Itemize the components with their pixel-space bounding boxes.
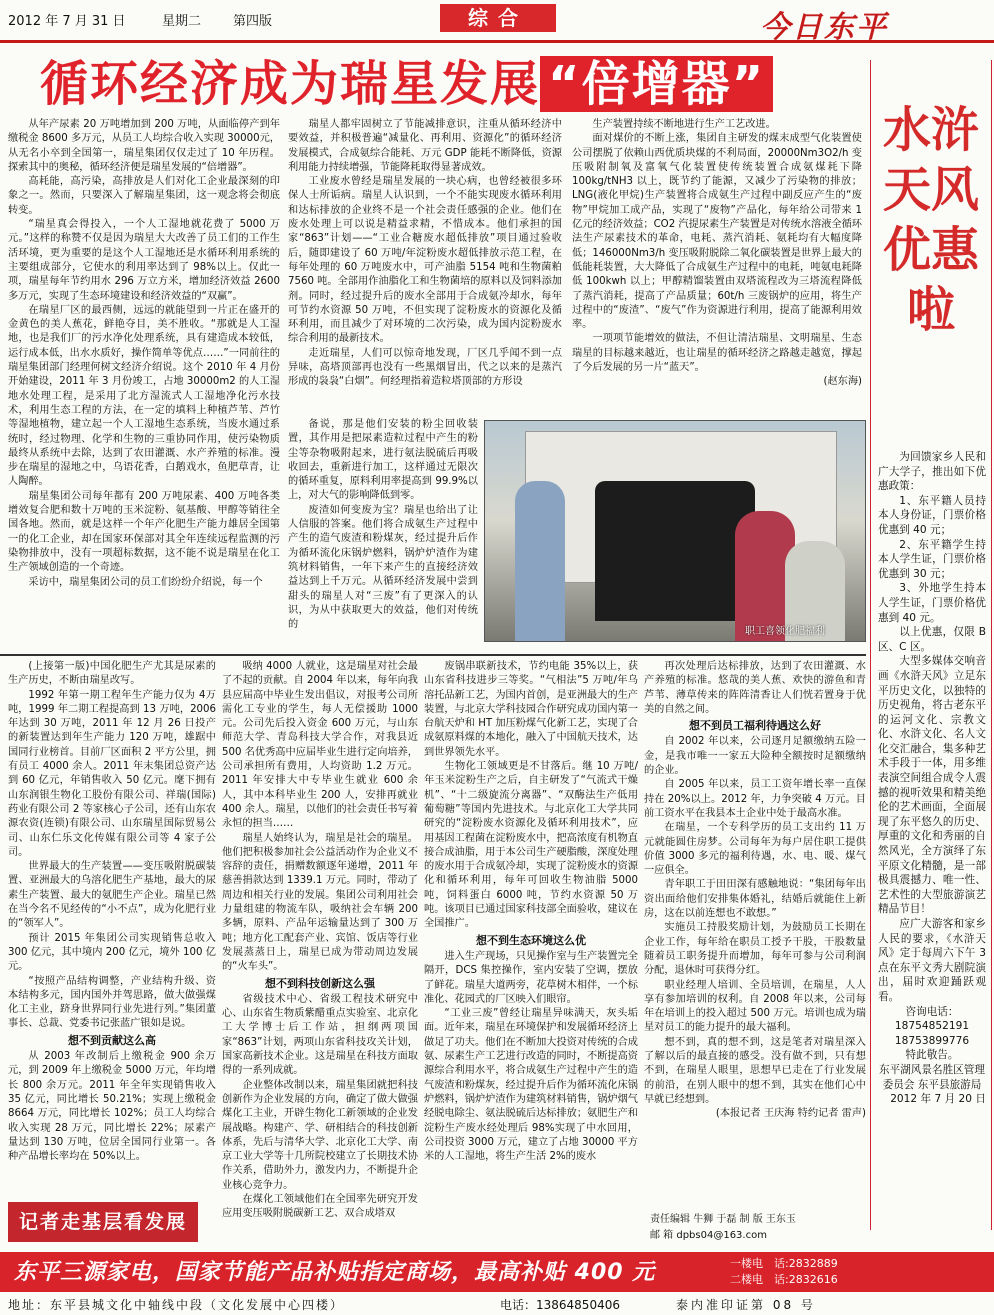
section-label: 综合	[440, 4, 556, 32]
sidebar-notice: 特此敬告。	[905, 1049, 959, 1062]
article-column-a	[8, 118, 280, 658]
paragraph: 生物化工领域更是不甘落后。继 10 万吨/年玉米淀粉生产之后，自主研发了“气流式干燥机”、“十二级旋流分离器”、“双酶法生产低用葡萄糖”等国内先进技术。与北京化工大学共同研究的“淀粉废水资源化及循环利用技术”，应用基因工程菌在淀粉废水中，把高浓度有机物直接合成油脂，用于本公司生产硬脂酸，深度处理的废水用于合成氨冷却，实现了淀粉废水的资源化和循环利用，每年可回收生物油脂 5000 吨，饲料蛋白 6000 吨，节约水资源 50 万吨。该项目已通过国家科技部全面验收，建议在全国推广。	[424, 761, 638, 930]
worker-figure	[515, 481, 565, 641]
sidebar-body-text	[878, 450, 986, 1005]
paragraph: 再次处理后达标排放，达到了农田灌溉、水产养殖的标准。悠哉的美人蕉、欢快的游鱼和青芦苇、薄草传来的阵阵清香让人们恍若置身于优美的自然之间。	[644, 661, 866, 715]
continued-column-d-after	[8, 1050, 216, 1164]
subheading: 想不到员工福利待遇这么好	[689, 719, 821, 733]
paragraph: 在瑞星，一个专科学历的员工支出约 11 万元就能圆住房梦。公司每年为每户居住职工提供价值 3000 多元的福利待遇，水、电、暖、煤气一应俱全。	[644, 822, 866, 877]
continued-column-g-text	[644, 660, 866, 717]
sidebar-phone-label: 咨询电话：	[905, 1005, 959, 1018]
footer-address: 地址：东平县城文化中轴线中段（文化发展中心四楼）	[8, 1298, 345, 1312]
sidebar-body	[878, 450, 986, 1220]
paragraph: 瑞星人始终认为，瑞星是社会的瑞星。他们把积极参加社会公益活动作为企业义不容辞的责任，捐赠数额逐年递增，2011 年慈善捐款达到 1339.1 万元。同时，带动了周边和相关行业的发展。集团公司利用社会力量组建的物流车队，吸纳社会车辆 200 多辆，原料、产品年运输量达到了 300 万吨；地方化工配套产业、宾馆、饭店等行业发展蒸蒸日上，瑞星已成为带动周边发展的“火车头”。	[222, 832, 418, 973]
headline-main: 循环经济成为瑞星发展	[40, 56, 541, 112]
article-column-b	[288, 118, 562, 418]
editor-info	[646, 1212, 870, 1252]
paragraph: 自 2002 年以来，公司逐月足额缴纳五险一金，是我市唯一一家五大险种全额按时足额缴纳的企业。	[644, 736, 866, 777]
paragraph: 应广大游客和家乡人民的要求，《水浒天风》定于每周六下午 3 点在东平文秀大剧院演出，届时欢迎踊跃观看。	[878, 918, 986, 1003]
fertilizer-bags	[595, 481, 755, 621]
paragraph: 实施员工持股奖励计划，为鼓励员工长期在企业工作，每年给在职员工授予干股，干股数量随着员工职务提升而增加，每年可参与公司利润分配，退休时可获得分红。	[644, 922, 866, 977]
continued-column-e-text	[222, 660, 418, 975]
paragraph: 废锅串联新技术，节约电能 35%以上，获山东省科技进步三等奖。“气相法”5 万吨/年乌溶托品新工艺，为国内首创，是亚洲最大的生产装置，与北京大学科技园合作研究成功国内第一台航天炉和 HT 加压粉煤气化新工艺，实现了合成氨原料煤的本地化，融入了中国航天技术，达到世界领先水平。	[424, 661, 638, 758]
headline	[40, 52, 820, 116]
issue-date: 2012 年 7 月 31 日	[8, 14, 126, 29]
continued-column-d-text	[8, 660, 216, 1032]
paragraph: 工业废水曾经是瑞星发展的一块心病，也曾经被很多环保人士所诟病。瑞星人认识到，一个不能实现废水循环利用和达标排放的企业终不是一个社会责任感强的企业。他们在废水处理上可以说是精益求精，不惜成本。他们承担的国家“863”计划——“工业合糖废水超低排放”项目通过验收后，随即建设了 60 万吨/年淀粉废水超低排放示范工程，在每年处理的 60 万吨废水中，可产油脂 5154 吨和生物菌粕 7560 吨。全部用作油脂化工和生物菌培的原料以及饲料添加剂。同时，经过提升后的废水全部用于合成氨冷却水，每年可节约水资源 50 万吨，不但实现了淀粉废水的资源化及循环利用，而且减少了对环境的二次污染，成为国内淀粉废水综合利用的最新技术。	[288, 176, 562, 345]
paragraph: 面对煤价的不断上涨，集团自主研发的煤末成型气化装置使公司摆脱了依赖山西优质块煤的不利局面，20000Nm3O2/h 变压吸附制氧及富氧气化装置使传统装置合成氨煤耗下降 100kg/tNH3 以上，既节约了能源，又减少了污染物的排放；LNG(液化甲烷)生产装置将合成氨生产过程中副反应产生的“废物”甲烷加工成产品，实现了“废物”产品化，每年给公司带来 1 亿元的经济效益；CO2 汽提尿素生产装置是对传统水溶液全循环法生产尿素技术的革命，电耗、蒸汽消耗、氨耗均有大幅度降低；146000Nm3/h 变压吸附脱除二氧化碳装置是世界上最大的低能耗装置，大大降低了合成氨生产过程中的电耗，吨氨电耗降低 100kwh 以上；甲醇精馏装置由双塔流程改为三塔流程降低了蒸汽消耗，提高了产品质量；60t/h 三废锅炉的应用，将生产过程中的“废渣”、“废气”作为资源进行利用，提高了能源利用效率。	[572, 133, 862, 331]
continued-column-d	[8, 660, 216, 1200]
editor-email: 邮 箱 dpbs04@163.com	[650, 1230, 767, 1241]
paragraph: 瑞星人都牢固树立了节能减排意识，注重从循环经济中要效益，并积极普遍“减量化、再利用、资源化”的循环经济发展模式，合成氨综合能耗、万元 GDP 能耗不断降低，资源利用能力持续增强，节能降耗取得显著成效。	[288, 119, 562, 173]
paragraph: 1、东平籍人员持本人身份证，门票价格优惠到 40 元；	[878, 494, 986, 536]
sidebar-org: 东平湖风景名胜区管理委员会 东平县旅游局	[879, 1063, 985, 1091]
reporter-byline: (本报记者 王庆海 特约记者 雷声)	[715, 1108, 866, 1120]
paragraph: 大型多媒体交响音画《水浒天风》立足东平历史文化，以独特的历史视角，将古老东平的运河文化、宗教文化、水浒文化、名人文化交汇融合，集多种艺术手段于一体，用多维表演空间组合成令人震撼的视听效果和精美绝伦的艺术画面，全面展现了东平悠久的历史、厚重的文化和秀丽的自然风光，全方演绎了东平原文化精髓，是一部极具震撼力、唯一性、艺术性的大型旅游演艺精品节目！	[878, 655, 986, 916]
paragraph: 1992 年第一期工程年生产能力仅为 4万吨，1999 年二期工程提高到 13 万吨，2006 年达到 30 万吨，2011 年 12 月 26 日投产的新装置达到年生产能力 120 万吨，雄踞中国同行业榜首。目前厂区面积 2 平方公里，拥有员工 4000 余人。2011 年末集团总资产达到 60 亿元，年销售收入 50 亿元。麾下拥有山东润银生物化工股份有限公司、祥瑞(国际)药业有限公司 2 等家核心子公司，还有山东农源农资(连锁)有限公司、山东瑞星国际贸易公司、山东仁乐文化传媒有限公司等 4 家子公司。	[8, 689, 216, 858]
article-column-c	[572, 118, 862, 418]
article-byline: (赵东海)	[823, 376, 862, 388]
ad-phone: 二楼电 话:2832616	[730, 1273, 838, 1286]
issue-weekday: 星期二	[162, 14, 202, 29]
paragraph: 吸纳 4000 人就业，这是瑞星对社会最了不起的贡献。自 2004 年以来，每年向我县应届高中毕业生发出倡议，对报考公司所需化工专业的学生，每人无偿援助 1000 元。公司先后投入资金 600 万元，与山东师范大学、青岛科技大学合作，对我县近 500 名优秀高中应届毕业生进行定向培养，公司承担所有费用，人均资助 1.2 万元。2011 年安排大中专毕业生就业 600 余人，其中本科毕业生 200 人，安排再就业 400 余人。瑞星，以他们的社会责任书写着永恒的担当……	[222, 661, 418, 830]
article-column-b2	[288, 418, 478, 640]
paragraph: 在瑞星厂区的最西侧，远远的就能望到一片正在盛开的金黄色的美人蕉花，鲜艳夺目，美不胜收。“那就是人工湿地，也是我们厂的污水净化处理系统，具有建造成本较低，运行成本低，出水水质好，操作简单等优点……”一同前往的瑞星集团部门经理何树文经济介绍说。这个 2010 年 4 月份开始建设，2011 年 3 月份竣工，占地 30000m2 的人工湿地水处理工程，是采用了北方湿流式人工湿地净化污水技术，利用生态工程的方法，在一定的填料上种植芦苇、芦竹等湿地植物，建立起一个人工湿地生态系统，当废水通过系统时，经过物理、化学和生物的三重协同作用，使污染物质最终从系统中去除，达到了农田灌溉、水产养殖的标准。漫步在瑞星的湿地之中，乌语花香，白鹅戏水，鱼肥草青，让人陶醉。	[8, 304, 280, 488]
sidebar-phone: 18753899776	[894, 1034, 970, 1047]
paragraph: 生产装置持续不断地进行生产工艺改进。	[592, 119, 776, 130]
paragraph: 3、外地学生持本人学生证，门票价格优惠到 40 元。	[878, 582, 986, 624]
paragraph: 废渣如何变废为宝？瑞星也给出了让人信服的答案。他们将合成氨生产过程中产生的造气废渣和粉煤灰，经过提升后作为循环流化床锅炉燃料，锅炉炉渣作为建筑材料销售，一年下来产生的直接经济效益达到上千万元。从循环经济发展中尝到甜头的瑞星人对“三废”有了更深入的认识，为从中获取更大的效益，他们对传统的	[288, 504, 478, 631]
ad-banner-text: 东平三源家电，国家节能产品补贴指定商场，最高补贴 400 元	[14, 1260, 656, 1285]
section-divider	[0, 654, 866, 656]
subheading: 想不到科技创新这么强	[265, 976, 375, 990]
column-badge: 记者走基层看发展	[8, 1202, 198, 1242]
continued-column-f-after	[424, 950, 638, 1164]
paragraph: 采访中，瑞星集团公司的员工们纷纷介绍说，每一个	[28, 576, 263, 588]
sidebar-title: 水浒天风优惠啦	[882, 102, 979, 338]
subheading: 想不到生态环境这么优	[476, 933, 586, 947]
paragraph: 备说，那是他们安装的粉尘回收装置，其作用是把尿素造粒过程中产生的粉尘等杂物吸附起来，进行氨法脱硫后再吸收回去，重新进行加工，这样通过无限次的循环重复，原料利用率提高到 99.9%以上，对大气的影响降低到零。	[288, 419, 478, 502]
subheading: 想不到贡献这么高	[68, 1033, 156, 1047]
paragraph: 走近瑞星，人们可以惊奇地发现，厂区几乎闻不到一点异味，高塔顶部再也没有一些黑烟冒出，代之以来的是蒸汽形成的袅袅“白烟”。何经理指着造粒塔顶部的方形设	[288, 347, 562, 388]
paragraph: 青年职工于田田深有感触地说：“集团每年出资出面给他们安排集体婚礼，结婚后就能住上新房，这在以前连想也不敢想。”	[644, 879, 866, 920]
paragraph: 在煤化工领域他们在全国率先研究开发应用变压吸附脱碳新工艺、双合成塔双	[222, 1193, 418, 1220]
paragraph: 进入生产现场，只见操作室与生产装置完全隔开，DCS 集控操作，室内安装了空调，摆放了鲜花。瑞星大道两旁，花草树木相伴，一个标准化、花园式的厂区映入们眼帘。	[424, 950, 638, 1005]
paragraph: 从 2003 年改制后上缴税金 900 余万元，到 2009 年上缴税金 5000 万元，年均增长 800 余万元。2011 年全年实现销售收入 35 亿元，同比增长 50.21%；实现上缴税金 8664 万元，同比增长 102%；员工人均综合收入实现 28 万元，同比增长 22%；尿素产量达到 130 万吨，位居全国同行业第一。各种产品增长率均在 50%以上。	[8, 1051, 216, 1163]
paragraph: 瑞星集团公司每年都有 200 万吨尿素、400 万吨各类增效复合肥和数十万吨的玉米淀粉、氨基酸、甲醇等销往全国各地。然而，就是这样一个年产化肥生产能力雄居全国第一的化工企业，却在国家环保部对其全年连续远程监测的污染物排放中，没有一项超标数据，这不能不说是瑞星在化工生产领域创造的一个奇迹。	[8, 490, 280, 574]
paragraph: 想不到，真的想不到，这是笔者对瑞星深入了解以后的最直接的感受。没有做不到，只有想不到，在瑞星人眼里，思想早已走在了行业发展的前沿，在别人眼中的想不到，其实在他们心中早就已经想到。	[644, 1036, 866, 1105]
paragraph: “按照产品结构调整，产业结构升级、资本结构多元，国内国外并驾思路，做大做强煤化工主业，跻身世界同行业先进行列。”集团董事长、总裁、党委书记张蓝广银如是说。	[8, 975, 216, 1030]
article-column-c-text	[572, 118, 862, 375]
photo-caption: 职工喜领化肥福利	[745, 626, 825, 637]
ad-phone: 一楼电 话:2832889	[730, 1257, 838, 1270]
paragraph: 一项项节能增效的做法，不但让清洁瑞星、文明瑞星、生态瑞星的目标越来越近，也让瑞星的循环经济之路越走越宽，撑起了今后发展的另一片“蓝天”。	[572, 333, 862, 374]
continued-column-f	[424, 660, 638, 1250]
continued-column-f-text	[424, 660, 638, 932]
paragraph: 预计 2015 年集团公司实现销售总收入 300 亿元，其中境内 200 亿元，境外 100 亿元。	[8, 932, 216, 973]
editor-line: 责任编辑 牛狮 于磊 制 版 王东玉	[650, 1214, 796, 1225]
paragraph: 职业经理人培训、全员培训，在瑞星，人人享有参加培训的权利。自 2008 年以来，公司每年在培训上的投入超过 500 万元。培训也成为瑞星对员工的能力提升的最大福利。	[644, 979, 866, 1034]
continued-column-g-after	[644, 735, 866, 1107]
paragraph: 从年产尿素 20 万吨增加到 200 万吨，从面临停产到年缴税金 8600 多万元，从员工人均综合收入实现 30000元，从无名小卒到全国第一，瑞星集团仅仅走过了 10 年历程。探索其中的奥秘，循环经济便是瑞星发展的“倍增器”。	[8, 119, 280, 173]
paragraph: 企业整体改制以来，瑞星集团就把科技创新作为企业发展的方向，确定了做大做强煤化工主业，开辟生物化工新领域的企业发展战略。构建产、学、研相结合的科技创新体系，先后与清华大学、北京化工大学、南京工业大学等十几所院校建立了长期技术协作关系，借助外力，激发内力，不断提升企业核心竞争力。	[222, 1079, 418, 1191]
headline-highlight: “倍增器”	[540, 56, 773, 112]
paragraph: “工业三废”曾经让瑞星异味满天，灰头垢面。近年来，瑞星在环境保护和发展循环经济上做足了功夫。他们在不断加大投资对传统的合成氨、尿素生产工艺进行改造的同时，不断提高资源综合利用水平，将合成氨生产过程中产生的造气废渣和粉煤灰，经过提升后作为循环流化床锅炉燃料，锅炉炉渣作为建筑材料销售，锅炉烟气经脱电除尘、氨法脱硫后达标排放；氨肥生产和淀粉生产废水经处理后 98%实现了中水回用，公司投资 3000 万元，建立了占地 30000 平方米的人工湿地，将生产生活 2%的废水	[424, 1008, 638, 1163]
paragraph: “瑞星真会得投入，一个人工湿地就花费了 5000 万元。”这样的称赞不仅是因为瑞星大大改善了员工们的工作生活环境，更为重要的是这个人工湿地还是水循环利用系统的主要组成部分，它使水的利用率达到了 98%以上。仅此一项，瑞星每年节约用水 296 万立方米，增加经济效益 2600 多万元，实现了生态环境建设和经济效益的“双赢”。	[8, 219, 280, 302]
continued-column-e	[222, 660, 418, 1250]
paragraph: 2、东平籍学生持本人学生证，门票价格优惠到 30 元；	[878, 538, 986, 580]
continued-column-e-after	[222, 993, 418, 1222]
paragraph: 以上优惠，仅限 B 区、C 区。	[878, 626, 986, 653]
paragraph: 自 2005 年以来，员工工资年增长率一直保持在 20%以上。2012 年，力争突破 4 万元。目前工资水平在我县本土企业中处于最高水准。	[644, 779, 866, 819]
continued-column-g	[644, 660, 866, 1208]
footer-license: 泰内准印证第 08 号	[676, 1298, 816, 1312]
sidebar-phone: 18754852191	[894, 1020, 970, 1033]
paragraph: 高耗能，高污染，高排放是人们对化工企业最深刻的印象之一。然而，只要深入了解瑞星集团，这一观念将会彻底转变。	[8, 176, 280, 216]
paragraph: 世界最大的生产装置——变压吸附脱碳装置、亚洲最大的乌溶化肥生产基地，最大的尿素生产装置、最大的氨肥生产企业。瑞星已然在当今名不见经传的“小不点”，成为化肥行业的“领军人”。	[8, 861, 216, 930]
newspaper-logo: 今日东平	[760, 10, 888, 45]
footer-phone: 电话：13864850406	[500, 1298, 620, 1312]
paragraph: 为回馈家乡人民和广大学子，推出如下优惠政策：	[878, 451, 986, 493]
paragraph: 省级技术中心、省级工程技术研究中心、山东省生物质紫醋重点实验室、北京化工大学博士后工作站，担纲两项国家“863”计划，两项山东省科技攻关计划，国家高新技术企业。这是瑞星在科技方面取得的一系列成就。	[222, 993, 418, 1077]
paragraph: (上接第一版)中国化肥生产尤其是尿素的生产历史，不断由瑞星改写。	[8, 661, 216, 687]
news-photo	[484, 420, 866, 642]
sidebar-date: 2012 年 7 月 20 日	[890, 1093, 986, 1106]
page-number: 第四版	[233, 14, 273, 29]
